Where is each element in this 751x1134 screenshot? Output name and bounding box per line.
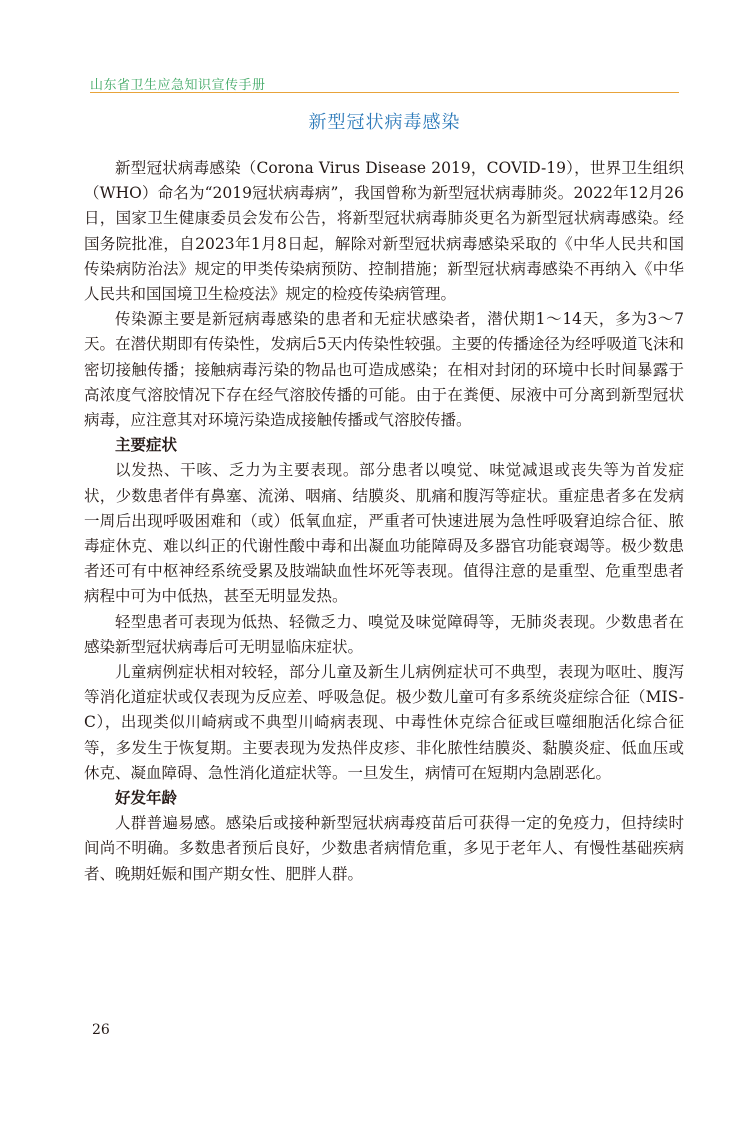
page-number: 26	[92, 1022, 110, 1038]
mild-cases-paragraph: 轻型患者可表现为低热、轻微乏力、嗅觉及味觉障碍等，无肺炎表现。少数患者在感染新型冠状病毒后可无明显临床症状。	[84, 612, 684, 656]
article-body	[84, 156, 684, 887]
transmission-paragraph: 传染源主要是新冠病毒感染的患者和无症状感染者，潜伏期1～14天，多为3～7天。在潜伏期即有传染性，发病后5天内传染性较强。主要的传播途径为经呼吸道飞沫和密切接触传播；接触病毒污染的物品也可造成感染；在相对封闭的环境中长时间暴露于高浓度气溶胶情况下存在经气溶胶传播的可能。由于在粪便、尿液中可分离到新型冠状病毒，应注意其对环境污染造成接触传播或气溶胶传播。	[84, 310, 684, 430]
symptoms-paragraph: 以发热、干咳、乏力为主要表现。部分患者以嗅觉、味觉减退或丧失等为首发症状，少数患者伴有鼻塞、流涕、咽痛、结膜炎、肌痛和腹泻等症状。重症患者多在发病一周后出现呼吸困难和（或）低氧血症，严重者可快速进展为急性呼吸窘迫综合征、脓毒症休克、难以纠正的代谢性酸中毒和出凝血功能障碍及多器官功能衰竭等。极少数患者还可有中枢神经系统受累及肢端缺血性坏死等表现。值得注意的是重型、危重型患者病程中可为中低热，甚至无明显发热。	[84, 461, 684, 606]
running-header: 山东省卫生应急知识宣传手册	[90, 78, 266, 93]
children-cases-paragraph: 儿童病例症状相对较轻，部分儿童及新生儿病例症状可不典型，表现为呕吐、腹泻等消化道症状或仅表现为反应差、呼吸急促。极少数儿童可有多系统炎症综合征（MIS-C），出现类似川崎病或不典型川崎病表现、中毒性休克综合征或巨噬细胞活化综合征等，多发生于恢复期。主要表现为发热伴皮疹、非化脓性结膜炎、黏膜炎症、低血压或休克、凝血障碍、急性消化道症状等。一旦发生，病情可在短期内急剧恶化。	[84, 663, 684, 782]
age-heading: 好发年龄	[115, 789, 178, 808]
article-title: 新型冠状病毒感染	[308, 112, 461, 133]
symptoms-heading: 主要症状	[115, 436, 178, 455]
intro-paragraph: 新型冠状病毒感染（Corona Virus Disease 2019，COVID-19），世界卫生组织（WHO）命名为“2019冠状病毒病”，我国曾称为新型冠状病毒肺炎。2022年12月26日，国家卫生健康委员会发布公告，将新型冠状病毒肺炎更名为新型冠状病毒感染。经国务院批准，自2023年1月8日起，解除对新型冠状病毒感染采取的《中华人民共和国传染病防治法》规定的甲类传染病预防、控制措施；新型冠状病毒感染不再纳入《中华人民共和国国境卫生检疫法》规定的检疫传染病管理。	[84, 159, 684, 304]
age-paragraph: 人群普遍易感。感染后或接种新型冠状病毒疫苗后可获得一定的免疫力，但持续时间尚不明确。多数患者预后良好，少数患者病情危重，多见于老年人、有慢性基础疾病者、晚期妊娠和围产期女性、肥胖人群。	[84, 814, 684, 883]
header-rule	[90, 92, 679, 93]
